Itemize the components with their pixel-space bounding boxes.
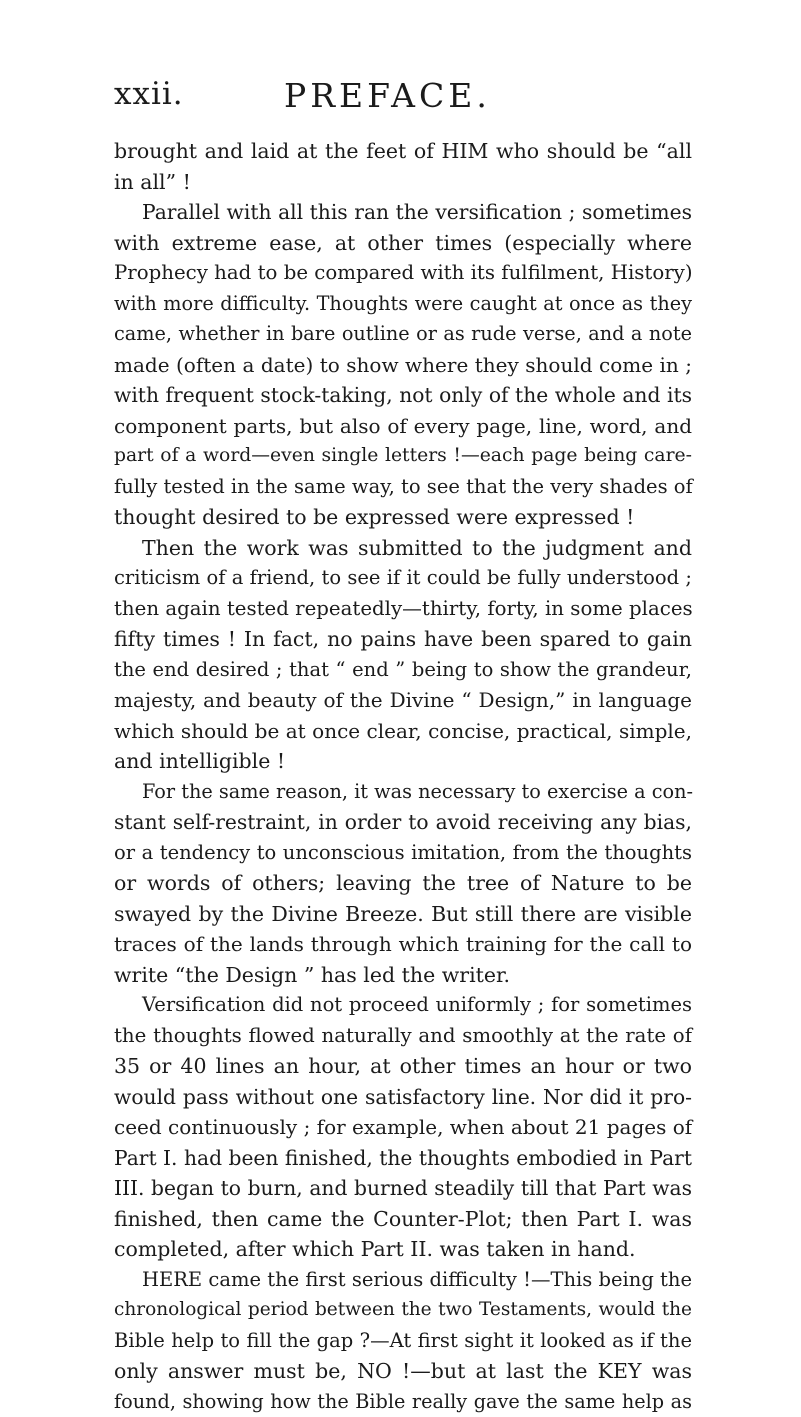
text-line: traces of the lands through which training for the call to [114, 929, 692, 960]
text-line: Then the work was submitted to the judgment and [114, 533, 692, 564]
text-line: stant self-restraint, in order to avoid receiving any bias, [114, 807, 692, 838]
text-line: fifty times ! In fact, no pains have been spared to gain [114, 624, 692, 655]
text-line: Prophecy had to be compared with its fulfilment, History) [114, 258, 692, 289]
text-line: brought and laid at the feet of HIM who should be “all [114, 136, 692, 167]
text-line: write “the Design ” has led the writer. [114, 960, 692, 991]
running-title: PREFACE. [284, 76, 491, 115]
text-line: or words of others; leaving the tree of Nature to be [114, 868, 692, 899]
text-line: then again tested repeatedly—thirty, forty, in some places [114, 594, 692, 625]
text-line: made (often a date) to show where they should come in ; [114, 350, 692, 381]
text-line: finished, then came the Counter-Plot; then Part I. was [114, 1204, 692, 1235]
text-line: completed, after which Part II. was taken in hand. [114, 1234, 692, 1265]
text-line: or a tendency to unconscious imitation, from the thoughts [114, 838, 692, 869]
text-line: 35 or 40 lines an hour, at other times an hour or two [114, 1051, 692, 1082]
text-line: with frequent stock-taking, not only of the whole and its [114, 380, 692, 411]
text-line: swayed by the Divine Breeze. But still there are visible [114, 899, 692, 930]
text-line: part of a word—even single letters !—each page being care- [114, 441, 692, 472]
text-line: Parallel with all this ran the versification ; sometimes [114, 197, 692, 228]
text-line: Bible help to fill the gap ?—At first sight it looked as if the [114, 1326, 692, 1357]
text-line: Versification did not proceed uniformly ; for sometimes [114, 990, 692, 1021]
text-line: only answer must be, NO !—but at last the KEY was [114, 1356, 692, 1387]
text-line: thought desired to be expressed were expressed ! [114, 502, 692, 533]
text-line: found, showing how the Bible really gave the same help as [114, 1387, 692, 1417]
text-line: which should be at once clear, concise, practical, simple, [114, 716, 692, 747]
text-line: III. began to burn, and burned steadily till that Part was [114, 1173, 692, 1204]
page-number: xxii. [114, 76, 184, 112]
text-line: fully tested in the same way, to see that the very shades of [114, 472, 692, 503]
text-line: Part I. had been finished, the thoughts embodied in Part [114, 1143, 692, 1174]
running-header [114, 76, 694, 116]
text-line: component parts, but also of every page, line, word, and [114, 411, 692, 442]
text-line: criticism of a friend, to see if it could be fully understood ; [114, 563, 692, 594]
text-line: would pass without one satisfactory line. Nor did it pro- [114, 1082, 692, 1113]
preface-text [114, 136, 692, 1417]
text-line: the thoughts flowed naturally and smoothly at the rate of [114, 1021, 692, 1052]
text-line: with extreme ease, at other times (especially where [114, 228, 692, 259]
text-line: For the same reason, it was necessary to exercise a con- [114, 777, 692, 808]
text-line: in all” ! [114, 167, 692, 198]
text-line: chronological period between the two Testaments, would the [114, 1295, 692, 1326]
text-line: came, whether in bare outline or as rude verse, and a note [114, 319, 692, 350]
text-line: ceed continuously ; for example, when about 21 pages of [114, 1112, 692, 1143]
text-line: and intelligible ! [114, 746, 692, 777]
text-line: HERE came the first serious difficulty !—This being the [114, 1265, 692, 1296]
text-line: with more difficulty. Thoughts were caught at once as they [114, 289, 692, 320]
text-line: majesty, and beauty of the Divine “ Design,” in language [114, 685, 692, 716]
text-line: the end desired ; that “ end ” being to show the grandeur, [114, 655, 692, 686]
